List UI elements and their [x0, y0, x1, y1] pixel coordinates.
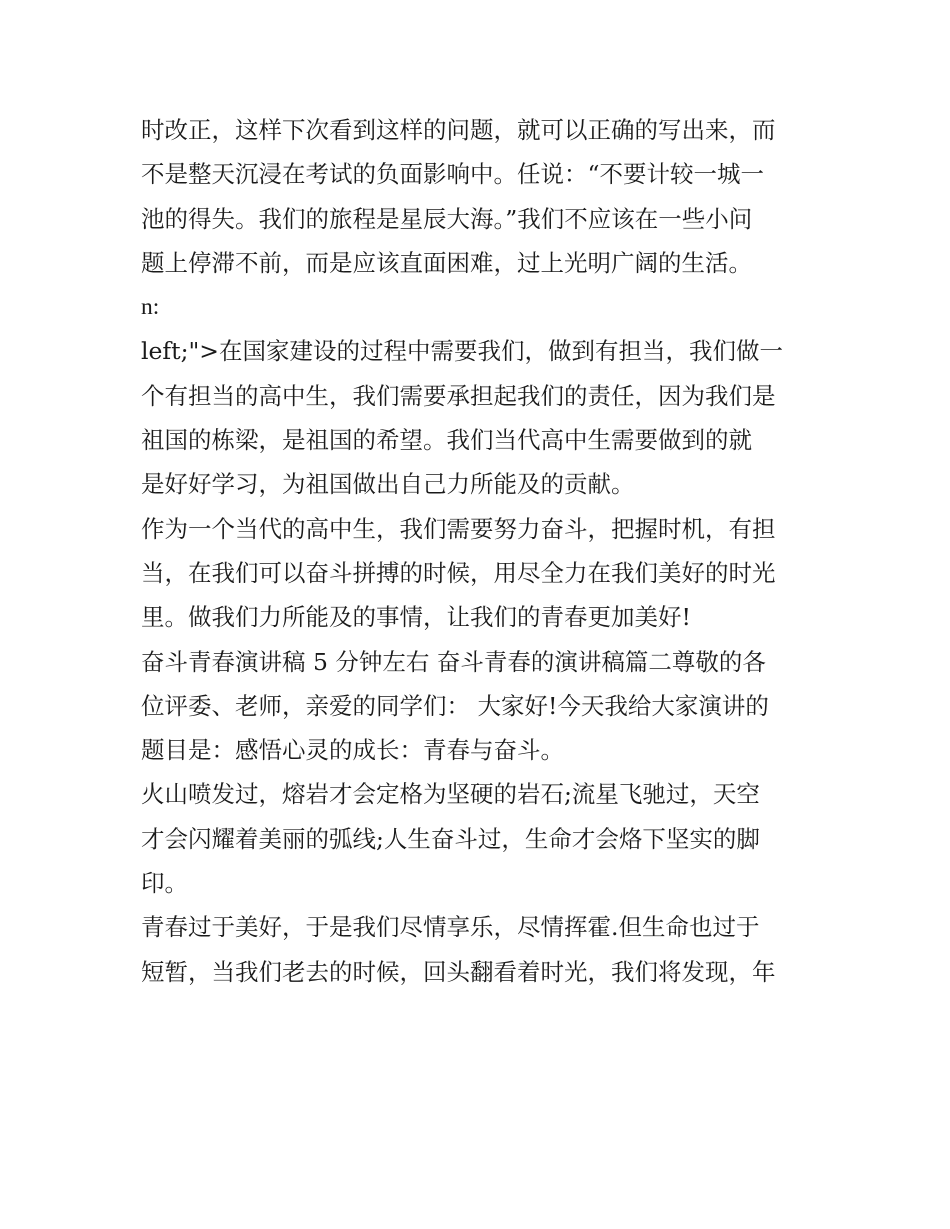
text-line: 青春过于美好，于是我们尽情享乐，尽情挥霍.但生命也过于	[141, 913, 760, 942]
text-line: 里。做我们力所能及的事情，让我们的青春更加美好!	[141, 603, 691, 632]
text-line: n:	[141, 294, 160, 321]
text-line: 题上停滞不前，而是应该直面困难，过上光明广阔的生活。	[141, 248, 752, 277]
text-line: 时改正，这样下次看到这样的问题，就可以正确的写出来，而	[141, 116, 776, 144]
text-line: 不是整天沉浸在考试的负面影响中。任说：“不要计较一城一	[141, 160, 765, 189]
text-line: 个有担当的高中生，我们需要承担起我们的责任，因为我们是	[141, 381, 776, 410]
text-line: 是好好学习，为祖国做出自己力所能及的贡献。	[141, 470, 635, 499]
document-body	[141, 108, 821, 994]
text-line: 祖国的栋梁，是祖国的希望。我们当代高中生需要做到的就	[141, 426, 752, 455]
text-line: 当，在我们可以奋斗拼搏的时候，用尽全力在我们美好的时光	[141, 558, 776, 587]
text-line: 位评委、老师，亲爱的同学们： 大家好!今天我给大家演讲的	[141, 691, 769, 720]
text-line: 才会闪耀着美丽的弧线;人生奋斗过，生命才会烙下坚实的脚	[141, 824, 760, 853]
text-line: 短暂，当我们老去的时候，回头翻看着时光，我们将发现，年	[141, 957, 776, 986]
text-line: 奋斗青春演讲稿 5 分钟左右 奋斗青春的演讲稿篇二尊敬的各	[141, 647, 766, 676]
text-line: 题目是：感悟心灵的成长：青春与奋斗。	[141, 736, 564, 765]
text-line: 火山喷发过，熔岩才会定格为坚硬的岩石;流星飞驰过，天空	[141, 780, 760, 809]
text-line: 池的得失。我们的旅程是星辰大海。”我们不应该在一些小问	[141, 204, 753, 233]
text-line: 印。	[141, 869, 188, 898]
text-line: 作为一个当代的高中生，我们需要努力奋斗，把握时机，有担	[141, 514, 776, 543]
text-line: left;">在国家建设的过程中需要我们，做到有担当，我们做一	[141, 337, 783, 366]
